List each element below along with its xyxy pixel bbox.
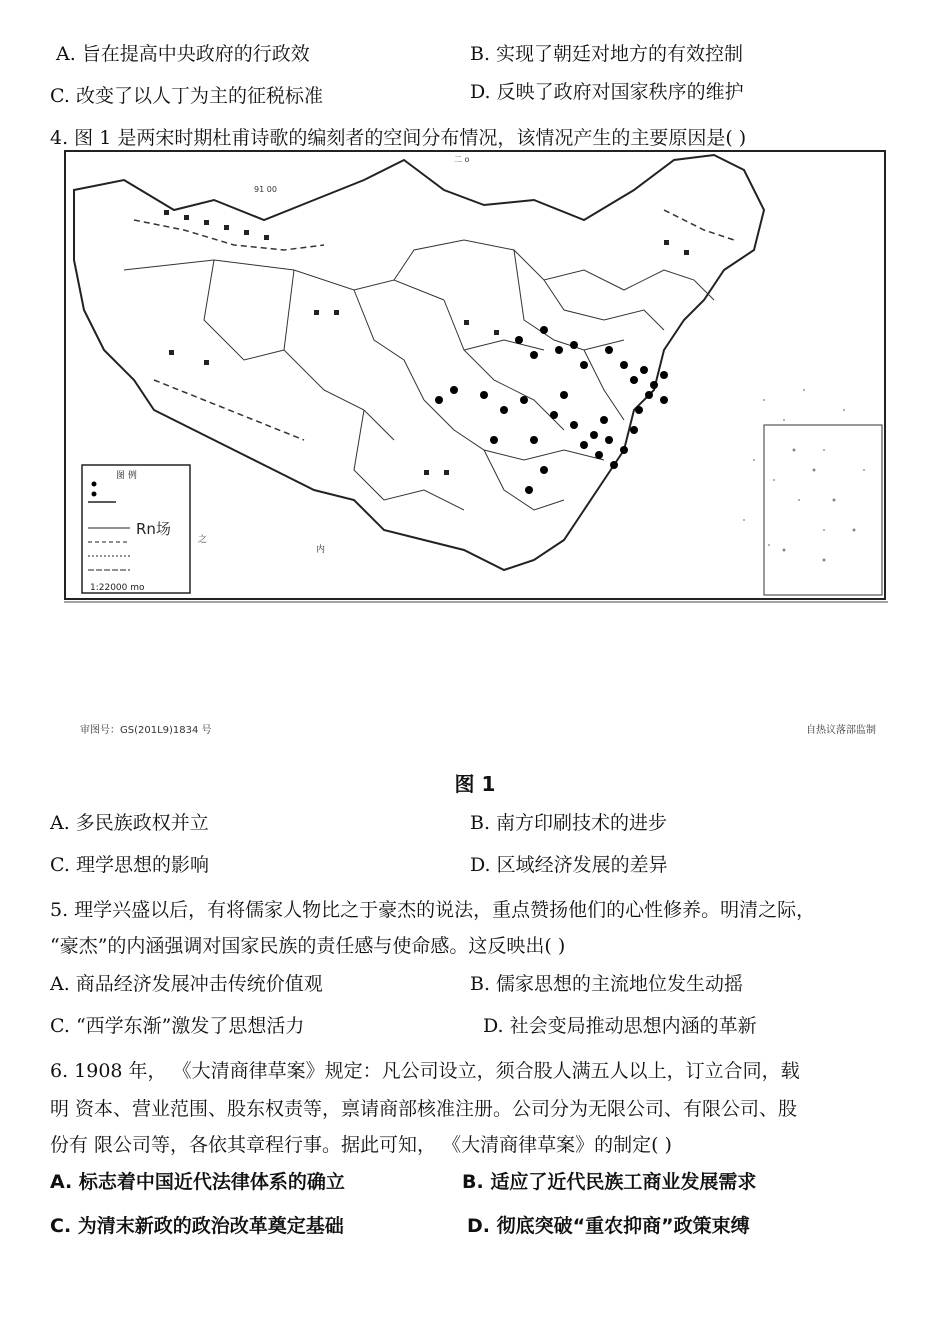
q6-option-d: D. 彻底突破“重农抑商”政策束缚	[467, 1215, 750, 1237]
map-top-numbers: 二 o	[454, 155, 470, 164]
q3-option-b: B. 实现了朝廷对地方的有效控制	[470, 43, 744, 65]
inset-dots	[783, 449, 856, 562]
q5-stem-line-1: 5. 理学兴盛以后，有将儒家人物比之于豪杰的说法，重点赞扬他们的心性修养。明清之际，	[50, 899, 816, 921]
q4-stem: 4. 图 1 是两宋时期杜甫诗歌的编刻者的空间分布情况，该情况产生的主要原因是( )	[50, 127, 747, 149]
q6-stem-line-3: 份有 限公司等，各依其章程行事。据此可知， 《大清商律草案》的制定( )	[50, 1134, 672, 1156]
q5-option-c: C. “西学东渐”激发了思想活力	[50, 1015, 305, 1037]
figure-title: 图 1	[454, 772, 496, 796]
legend-title: 图 例	[116, 471, 137, 481]
q6-option-a: A. 标志着中国近代法律体系的确立	[50, 1171, 345, 1193]
q6-option-b: B. 适应了近代民族工商业发展需求	[462, 1171, 757, 1193]
q5-option-d: D. 社会变局推动思想内涵的革新	[483, 1015, 757, 1037]
q3-option-a: A. 旨在提高中央政府的行政效	[56, 43, 310, 65]
q5-option-b: B. 儒家思想的主流地位发生动摇	[470, 973, 744, 995]
legend-boundary-label: Rn场	[136, 520, 171, 538]
map-producer: 自热议落部监制	[806, 725, 876, 736]
q5-stem-line-2: “豪杰”的内涵强调对国家民族的责任感与使命感。这反映出( )	[50, 935, 566, 957]
q4-option-a: A. 多民族政权并立	[50, 812, 209, 834]
province-marks	[164, 210, 689, 475]
q3-option-d: D. 反映了政府对国家秩序的维护	[470, 81, 744, 103]
q4-option-b: B. 南方印刷技术的进步	[470, 812, 668, 834]
map-scale: 1:22000 mo	[90, 583, 145, 593]
q6-stem-line-2: 明 资本、营业范围、股东权责等，禀请商部核准注册。公司分为无限公司、有限公司、股	[50, 1098, 798, 1120]
q5-option-a: A. 商品经济发展冲击传统价值观	[50, 973, 323, 995]
map-bottom-label: 之	[198, 535, 208, 545]
q4-option-d: D. 区域经济发展的差异	[470, 854, 668, 876]
q4-option-c: C. 理学思想的影响	[50, 854, 209, 876]
map-review-number: 审图号：GS(201L9)1834 号	[80, 725, 212, 736]
q6-stem-line-1: 6. 1908 年， 《大清商律草案》规定：凡公司设立，须合股人满五人以上，订立合同，载	[50, 1060, 800, 1082]
q3-option-c: C. 改变了以人丁为主的征税标准	[50, 85, 323, 107]
map-left-numbers: 91 00	[254, 185, 277, 194]
q6-option-c: C. 为清末新政的政治改革奠定基础	[50, 1215, 344, 1237]
song-dynasty-map	[64, 150, 888, 605]
map-svg	[64, 150, 888, 605]
sea-dots	[743, 389, 865, 546]
map-bottom-label-2: 内	[316, 545, 326, 555]
